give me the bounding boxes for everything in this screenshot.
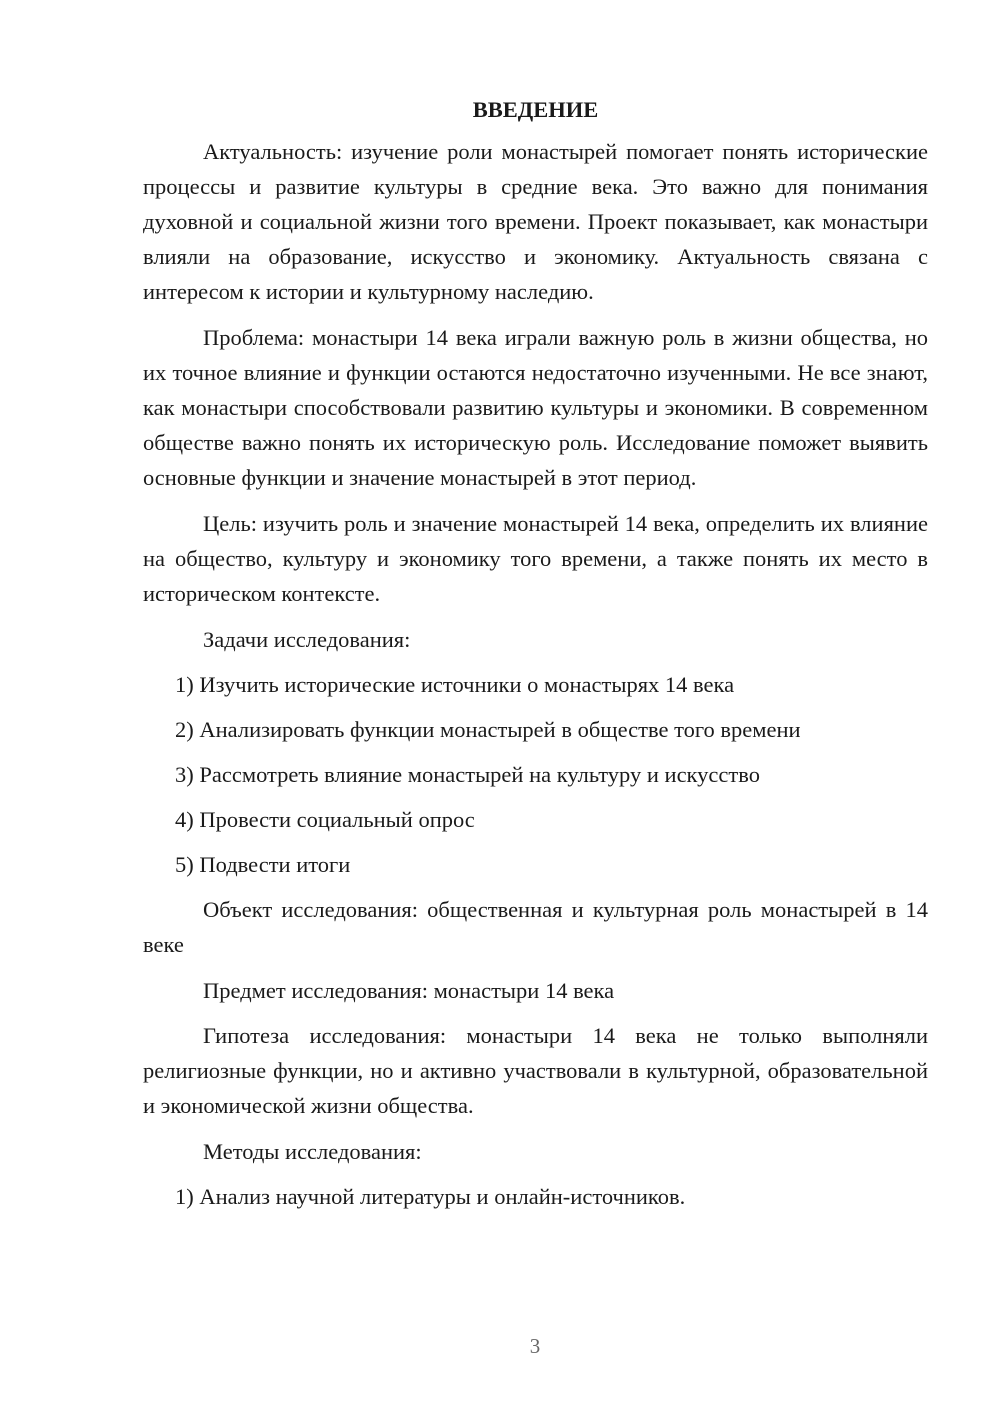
subject-paragraph: Предмет исследования: монастыри 14 века [203,978,615,1003]
page-title: ВВЕДЕНИЕ [472,97,599,122]
page-content [143,92,928,1224]
task-item: 1) Изучить исторические источники о монастырях 14 века [175,672,735,697]
task-item: 5) Подвести итоги [175,852,351,877]
task-item: 4) Провести социальный опрос [175,807,475,832]
task-item: 2) Анализировать функции монастырей в обществе того времени [175,717,801,742]
object-paragraph: Объект исследования: общественная и культурная роль монастырей в 14 веке [143,897,928,957]
relevance-paragraph: Актуальность: изучение роли монастырей помогает понять исторические процессы и развитие культуры в средние века. Это важно для понимания духовной и социальной жизни того времени. Проект показывает, как монастыри влияли на образование, искусство и экономику. Актуальность связана с интересом к истории и культурному наследию. [143,139,928,304]
page-number: 3 [529,1334,541,1358]
task-item: 3) Рассмотреть влияние монастырей на культуру и искусство [175,762,760,787]
methods-heading: Методы исследования: [203,1139,422,1164]
goal-paragraph: Цель: изучить роль и значение монастырей 14 века, определить их влияние на общество, культуру и экономику того времени, а также понять их место в историческом контексте. [143,511,928,606]
hypothesis-paragraph: Гипотеза исследования: монастыри 14 века не только выполняли религиозные функции, но и активно участвовали в культурной, образовательной и экономической жизни общества. [143,1023,928,1118]
problem-paragraph: Проблема: монастыри 14 века играли важную роль в жизни общества, но их точное влияние и функции остаются недостаточно изученными. Не все знают, как монастыри способствовали развитию культуры и экономики. В современном обществе важно понять их историческую роль. Исследование поможет выявить основные функции и значение монастырей в этот период. [143,325,928,490]
tasks-heading: Задачи исследования: [203,627,411,652]
method-item: 1) Анализ научной литературы и онлайн-источников. [175,1184,686,1209]
